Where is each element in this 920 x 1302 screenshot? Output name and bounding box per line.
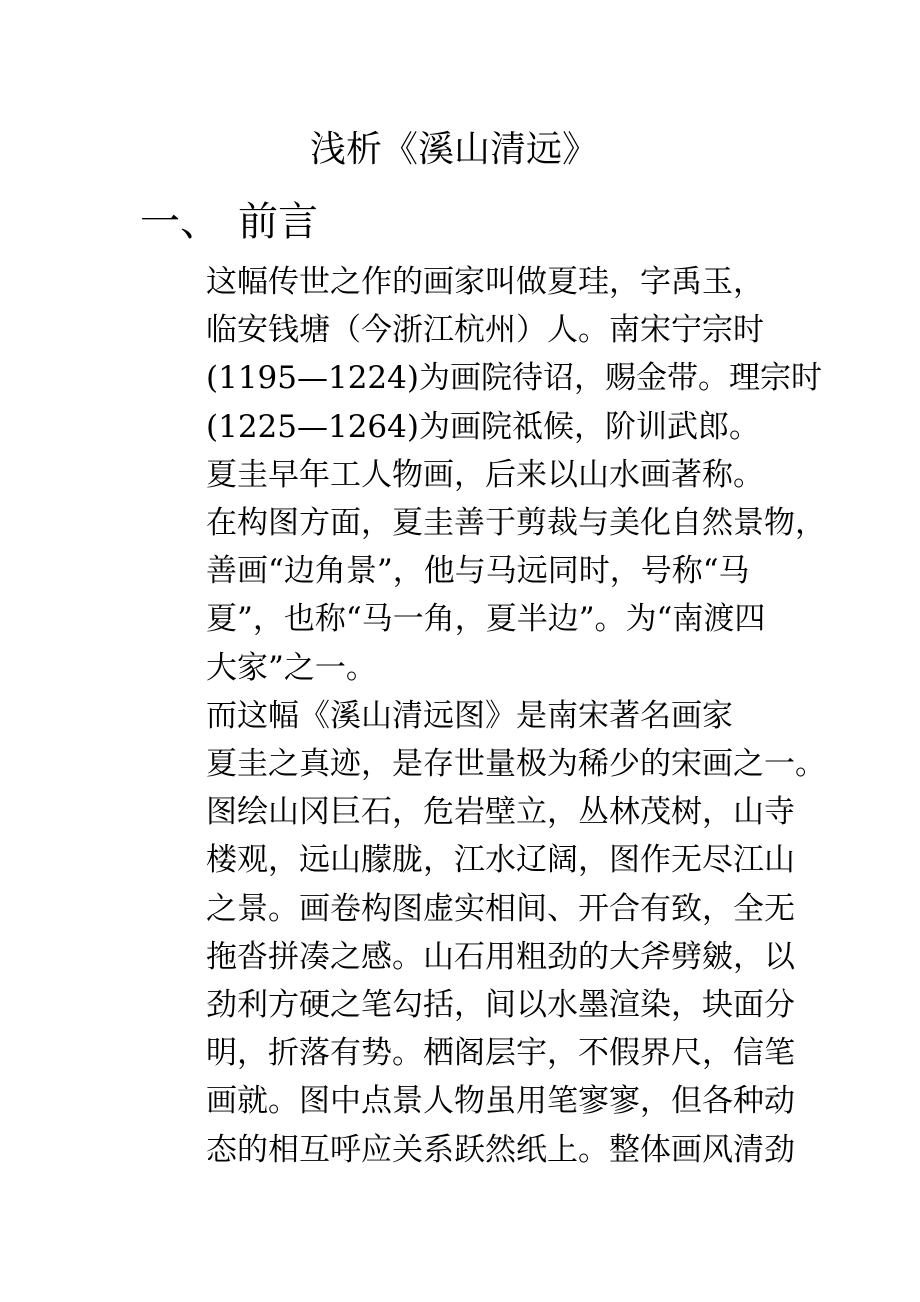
text-line: 劲利方硬之笔勾括，间以水墨渲染，块面分 <box>206 987 795 1024</box>
text-line: 夏圭早年工人物画，后来以山水画著称。 <box>206 456 764 493</box>
text-line: 这幅传世之作的画家叫做夏珪，字禹玉， <box>206 264 764 300</box>
text-line: 而这幅《溪山清远图》是南宋著名画家 <box>206 697 733 734</box>
text-line: 夏圭之真迹，是存世量极为稀少的宋画之一。 <box>206 746 826 783</box>
text-line: 图绘山冈巨石，危岩壁立，丛林茂树，山寺 <box>206 794 795 831</box>
section-heading <box>140 196 318 248</box>
text-line: 之景。画卷构图虚实相间、开合有致，全无 <box>206 890 795 927</box>
body-text <box>140 258 826 1174</box>
document-title: 浅析《溪山清远》 <box>309 129 598 170</box>
paragraph <box>140 692 826 1174</box>
text-line: 夏”，也称“马一角，夏半边”。为“南渡四 <box>206 601 766 638</box>
text-line: 态的相互呼应关系跃然纸上。整体画风清劲 <box>206 1131 795 1168</box>
paragraph <box>140 258 822 451</box>
text-line: 楼观，远山朦胧，江水辽阔，图作无尽江山 <box>206 842 795 879</box>
text-line: 在构图方面，夏圭善于剪裁与美化自然景物， <box>206 505 826 542</box>
text-line: 拖沓拼凑之感。山石用粗劲的大斧劈皴，以 <box>206 938 795 975</box>
text-line: 善画“边角景”，他与马远同时，号称“马 <box>206 553 750 590</box>
section-number: 一、 <box>140 199 220 245</box>
section-heading-text: 前言 <box>238 199 318 245</box>
text-line: 画就。图中点景人物虽用笔寥寥，但各种动 <box>206 1083 795 1120</box>
text-line: (1195—1224)为画院待诏，赐金带。理宗时 <box>206 360 822 397</box>
text-line: 明，折落有势。栖阁层宇，不假界尺，信笔 <box>206 1035 795 1072</box>
text-line: 临安钱塘（今浙江杭州）人。南宋宁宗时 <box>206 312 764 349</box>
text-line: (1225—1264)为画院祗候，阶训武郎。 <box>206 408 760 445</box>
paragraph <box>140 451 826 692</box>
text-line: 大家”之一。 <box>206 649 377 686</box>
